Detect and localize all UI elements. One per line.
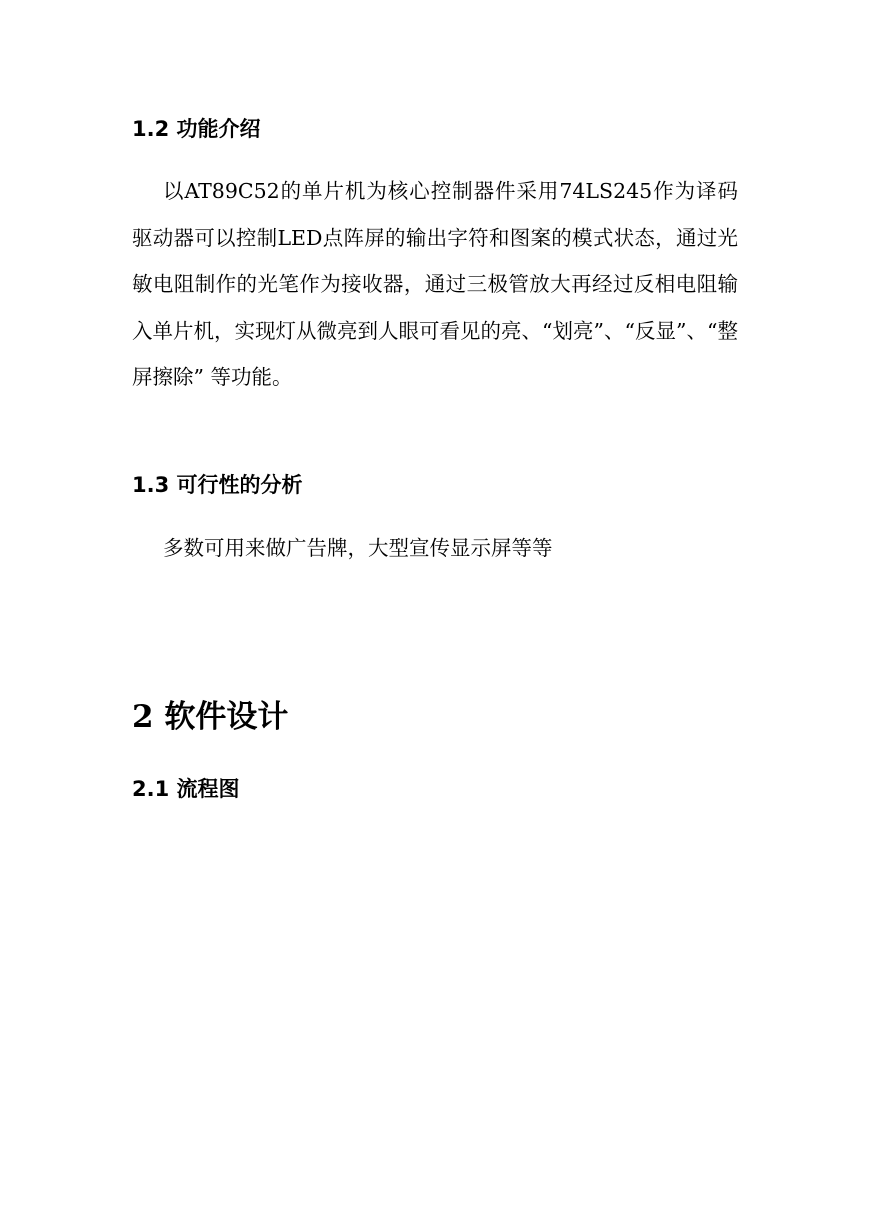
chapter-heading-2: 2 软件设计 (132, 699, 289, 735)
section-heading-1-2: 1.2 功能介绍 (132, 117, 261, 141)
section-paragraph-1-3: 多数可用来做广告牌，大型宣传显示屏等等 (163, 536, 553, 560)
section-paragraph-1-2: 以AT89C52的单片机为核心控制器件采用74LS245作为译码驱动器可以控制LED点阵屏的输出字符和图案的模式状态，通过光敏电阻制作的光笔作为接收器，通过三极管放大再经过反相电阻输入单片机，实现灯从微亮到人眼可看见的亮、“划亮”、“反显”、“整屏擦除” 等功能。 (132, 179, 738, 389)
section-heading-2-1: 2.1 流程图 (132, 777, 240, 801)
section-heading-1-3: 1.3 可行性的分析 (132, 473, 303, 497)
